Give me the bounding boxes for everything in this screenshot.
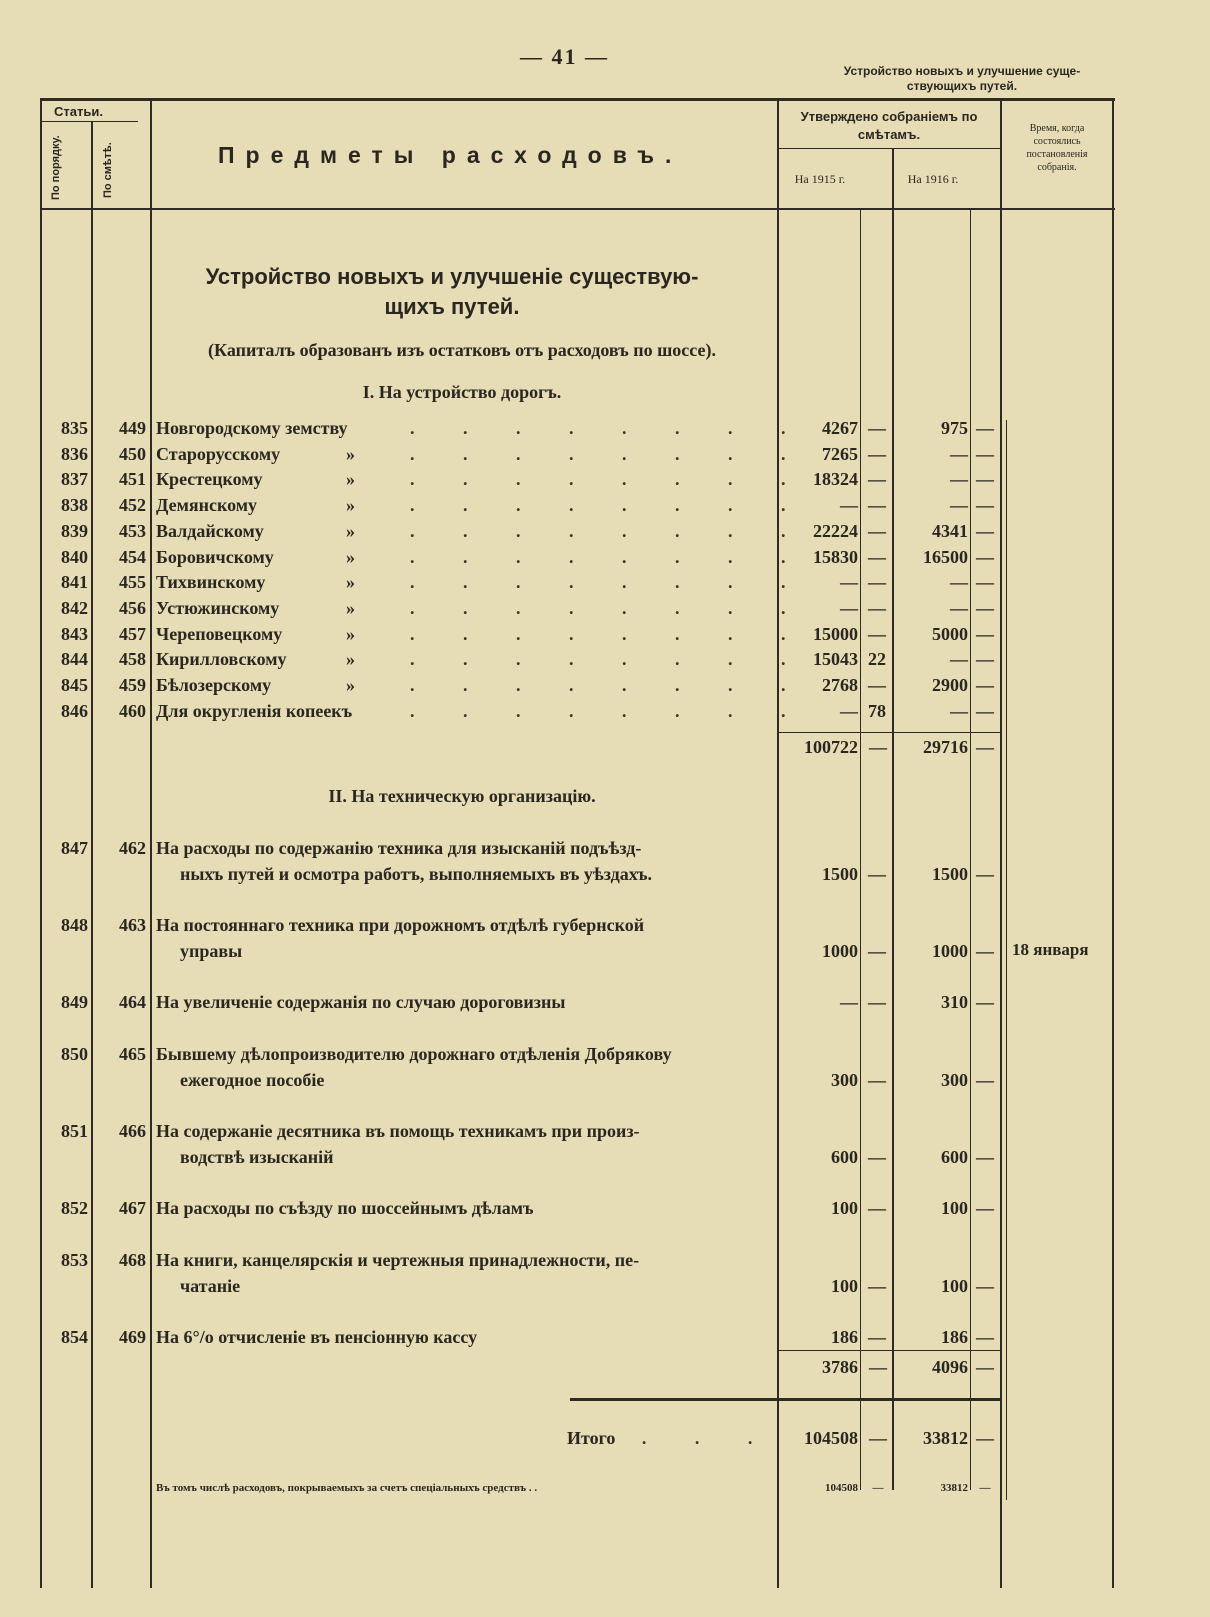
table-top-border: [40, 98, 1115, 101]
total-1915: 100722: [804, 737, 858, 757]
row-1916: 1500: [932, 864, 968, 884]
special-row: [0, 1482, 1210, 1508]
row-1916: 2900: [932, 675, 968, 695]
row-ditto: »: [346, 572, 355, 593]
table-row: [0, 624, 1210, 650]
row-1915: 15043: [813, 649, 858, 670]
row-description: Кирилловскому: [156, 649, 287, 670]
itogo-label: Итого . . .: [567, 1428, 775, 1448]
row-1915: —: [840, 992, 858, 1012]
table-row: [0, 675, 1210, 701]
row-1916-kop: —: [976, 675, 994, 695]
row-1916-kop: —: [976, 1198, 994, 1218]
table-row: [0, 701, 1210, 727]
row-smeta: 465: [119, 1044, 146, 1064]
utverzhdeno-rule: [778, 148, 1000, 149]
row-description-line1: На содержаніе десятника въ помощь техникамъ при произ-: [156, 1121, 640, 1141]
table-row: [0, 1250, 1210, 1296]
row-1915-kop: —: [868, 572, 886, 593]
row-description-line2: [180, 941, 242, 962]
row-1915-kop: —: [868, 495, 886, 516]
table-row: [0, 495, 1210, 521]
row-1916: —: [950, 572, 968, 593]
page-number: — 41 —: [520, 44, 609, 69]
row-description: Тихвинскому: [156, 572, 266, 593]
row-smeta: 459: [119, 675, 146, 695]
subtotal-rule: [778, 732, 1000, 733]
table-row: [0, 547, 1210, 573]
row-ditto: »: [346, 495, 355, 516]
row-number: 843: [61, 623, 88, 644]
table-row: [0, 521, 1210, 547]
row-1916-kop: —: [976, 1327, 994, 1347]
row-1916: —: [950, 443, 968, 464]
running-head-line: Устройство новыхъ и улучшение суще-: [843, 64, 1081, 78]
row-1916-kop: —: [976, 649, 994, 670]
row-ditto: »: [346, 597, 355, 618]
row-1916-kop: —: [976, 992, 994, 1012]
row-1916: 16500: [923, 546, 968, 567]
part1-total-row: [0, 737, 1210, 763]
row-smeta: 460: [119, 700, 146, 721]
special-1915-kop: —: [872, 1482, 884, 1494]
leader-dots: . . . . . . . .: [410, 649, 808, 670]
row-description-line2: [180, 1070, 324, 1091]
row-smeta: 451: [119, 469, 146, 490]
row-1915: —: [840, 597, 858, 618]
table-row: [0, 992, 1210, 1018]
row-description-line2-text: водствѣ изысканій: [180, 1147, 334, 1167]
special-label-text: Въ томъ числѣ расходовъ, покрываемыхъ за счетъ спеціальныхъ средствъ: [156, 1482, 527, 1494]
row-smeta: 467: [119, 1198, 146, 1218]
itogo-row: [0, 1428, 1210, 1454]
row-1915: 15000: [813, 623, 858, 644]
itogo-rule: [570, 1398, 1000, 1401]
row-1916-kop: —: [976, 443, 994, 464]
table-row: [0, 649, 1210, 675]
row-description-line2-text: управы: [180, 941, 243, 961]
row-1915: —: [840, 572, 858, 593]
header-bottom-border: [40, 208, 1115, 210]
row-ditto: »: [346, 649, 355, 670]
row-1915: 1500: [822, 864, 858, 884]
special-1916: 33812: [940, 1482, 968, 1494]
row-1916: 186: [941, 1327, 968, 1347]
row-1916: —: [950, 597, 968, 618]
leader-dots: . . . . . . . .: [410, 520, 808, 541]
section-title: [152, 262, 752, 322]
row-1916-kop: —: [976, 418, 994, 438]
row-1915-kop: —: [868, 1147, 886, 1167]
row-description-line2-text: чатаніе: [180, 1276, 241, 1296]
row-1916: 975: [941, 418, 968, 438]
row-smeta: 462: [119, 838, 146, 858]
row-1916: 1000: [932, 941, 968, 961]
row-1915-kop: —: [868, 941, 886, 961]
header-1916: На 1916 г.: [907, 172, 959, 186]
table-row: [0, 1198, 1210, 1224]
row-1915: 4267: [822, 418, 858, 438]
row-1915-kop: —: [868, 546, 886, 567]
row-description-line2-text: ежегодное пособіе: [180, 1070, 325, 1090]
row-smeta: 454: [119, 546, 146, 567]
leader-dots: . . . . . . . .: [410, 469, 808, 490]
table-row: [0, 1121, 1210, 1167]
itogo-1915: 104508: [804, 1428, 858, 1448]
date-note: 18 января: [1012, 940, 1089, 959]
stati-rule: [40, 121, 138, 122]
row-1916-kop: —: [976, 623, 994, 644]
row-ditto: »: [346, 443, 355, 464]
leader-dots: . . . . . . . .: [410, 572, 808, 593]
row-description-line1: На расходы по содержанію техника для изысканій подъѣзд-: [156, 838, 642, 858]
leader-dots: . . . . . . . .: [410, 546, 808, 567]
row-1915: 7265: [822, 443, 858, 464]
part2-title: II. На техническую организацію.: [328, 786, 596, 806]
leader-dots: . . . . . . . .: [410, 623, 808, 644]
row-description-line1: Бывшему дѣлопроизводителю дорожнаго отдѣленія Добрякову: [156, 1044, 672, 1064]
row-number: 847: [61, 838, 88, 858]
header-stati: Статьи.: [54, 104, 103, 119]
row-smeta: 456: [119, 597, 146, 618]
row-1915: 600: [831, 1147, 858, 1167]
row-1915: 100: [831, 1276, 858, 1296]
row-1915-kop: —: [868, 520, 886, 541]
row-1916-kop: —: [976, 546, 994, 567]
capital-note: (Капиталъ образованъ изъ остатковъ отъ расходовъ по шоссе).: [208, 340, 716, 360]
running-head-line: ствующихъ путей.: [906, 79, 1018, 93]
row-number: 845: [61, 675, 88, 695]
row-number: 846: [61, 700, 88, 721]
row-number: 836: [61, 443, 88, 464]
row-1916: —: [950, 469, 968, 490]
row-1915-kop: —: [868, 1276, 886, 1296]
row-smeta: 452: [119, 495, 146, 516]
row-smeta: 458: [119, 649, 146, 670]
row-smeta: 466: [119, 1121, 146, 1141]
row-1915: 22224: [813, 520, 858, 541]
row-1915-kop: —: [868, 443, 886, 464]
header-po-smete: По смѣтѣ.: [102, 142, 114, 198]
row-description-line2-text: ныхъ путей и осмотра работъ, выполняемыхъ въ уѣздахъ.: [180, 864, 653, 884]
row-1915: —: [840, 495, 858, 516]
row-number: 854: [61, 1327, 88, 1347]
row-ditto: »: [346, 546, 355, 567]
row-smeta: 457: [119, 623, 146, 644]
row-number: 852: [61, 1198, 88, 1218]
row-1915: 1000: [822, 941, 858, 961]
row-description: Крестецкому: [156, 469, 263, 490]
row-ditto: »: [346, 623, 355, 644]
row-1915-kop: —: [868, 992, 886, 1012]
row-1915: 300: [831, 1070, 858, 1090]
row-number: 850: [61, 1044, 88, 1064]
row-1916: —: [950, 495, 968, 516]
section-title-line: Устройство новыхъ и улучшеніе существую-: [205, 264, 699, 289]
row-smeta: 449: [119, 418, 146, 438]
leader-dots: . . . . . . . .: [410, 597, 808, 618]
row-1915-kop: —: [868, 418, 886, 438]
row-1916: 4341: [932, 520, 968, 541]
row-number: 838: [61, 495, 88, 516]
row-description-line2: [180, 1276, 240, 1297]
total-1916-kop: —: [976, 737, 994, 757]
row-1916: —: [950, 649, 968, 670]
row-1916: 5000: [932, 623, 968, 644]
header-1915: На 1915 г.: [794, 172, 846, 186]
header-vremya: Время, когда состоялись постановленія собранія.: [1026, 123, 1088, 173]
row-description: Новгородскому земству: [156, 418, 348, 438]
row-1915: 18324: [813, 469, 858, 490]
row-smeta: 469: [119, 1327, 146, 1347]
row-number: 853: [61, 1250, 88, 1270]
row-1916-kop: —: [976, 864, 994, 884]
section-title-line: щихъ путей.: [384, 294, 520, 319]
leader-dots: . . . . . . . .: [410, 675, 808, 695]
row-1916: 100: [941, 1276, 968, 1296]
row-1916-kop: —: [976, 572, 994, 593]
row-description: Бѣлозерскому: [156, 675, 272, 695]
row-number: 837: [61, 469, 88, 490]
table-row: [0, 598, 1210, 624]
row-description: Боровичскому: [156, 546, 274, 567]
row-smeta: 450: [119, 443, 146, 464]
subtotal-rule: [778, 1350, 1000, 1351]
header-utverzhdeno: Утверждено собраніемъ по смѣтамъ.: [800, 109, 978, 142]
row-number: 849: [61, 992, 88, 1012]
row-1915-kop: —: [868, 1327, 886, 1347]
row-number: 844: [61, 649, 88, 670]
row-description: Устюжинскому: [156, 597, 280, 618]
header-po-poryadku: По порядку.: [50, 135, 62, 200]
row-1915: 2768: [822, 675, 858, 695]
row-1916-kop: —: [976, 941, 994, 961]
row-description-line2: [180, 1147, 334, 1168]
row-description-line1: На книги, канцелярскія и чертежныя принадлежности, пе-: [156, 1250, 640, 1270]
row-1915-kop: —: [868, 675, 886, 695]
row-1916: 300: [941, 1070, 968, 1090]
row-description-line1: На постояннаго техника при дорожномъ отдѣлѣ губернской: [156, 915, 645, 935]
row-smeta: 464: [119, 992, 146, 1012]
row-1915-kop: —: [868, 623, 886, 644]
total-1916: 29716: [923, 737, 968, 757]
special-label: Въ томъ числѣ расходовъ, покрываемыхъ за счетъ спеціальныхъ средствъ . .: [156, 1482, 538, 1494]
table-row: [0, 1327, 1210, 1353]
row-number: 840: [61, 546, 88, 567]
row-1916: 310: [941, 992, 968, 1012]
row-description-line1: На 6°/о отчисленіе въ пенсіонную кассу: [156, 1327, 478, 1347]
table-row: [0, 418, 1210, 444]
row-number: 848: [61, 915, 88, 935]
row-number: 841: [61, 572, 88, 593]
row-1915-kop: 22: [868, 649, 886, 670]
row-1915-kop: —: [868, 1198, 886, 1218]
row-description: Старорусскому: [156, 443, 281, 464]
row-smeta: 463: [119, 915, 146, 935]
running-head: [812, 64, 1112, 94]
row-smeta: 468: [119, 1250, 146, 1270]
row-1915: 100: [831, 1198, 858, 1218]
table-row: [0, 1044, 1210, 1090]
special-1916-kop: —: [979, 1482, 991, 1494]
row-1916: 600: [941, 1147, 968, 1167]
row-1916-kop: —: [976, 469, 994, 490]
row-description-line1: На расходы по съѣзду по шоссейнымъ дѣламъ: [156, 1198, 534, 1218]
row-smeta: 455: [119, 572, 146, 593]
row-1916-kop: —: [976, 520, 994, 541]
total-1915-kop: —: [869, 1357, 887, 1377]
row-1916-kop: —: [976, 495, 994, 516]
row-description: Демянскому: [156, 495, 258, 516]
leader-dots: . . . . . . . .: [410, 700, 808, 721]
row-1915: 186: [831, 1327, 858, 1347]
row-number: 839: [61, 520, 88, 541]
itogo-label-text: Итого: [567, 1428, 616, 1448]
leader-dots: . . . . . . . .: [410, 418, 808, 438]
row-1916-kop: —: [976, 1147, 994, 1167]
row-number: 835: [61, 418, 88, 438]
special-1915: 104508: [825, 1482, 858, 1494]
table-row: [0, 572, 1210, 598]
itogo-1916: 33812: [923, 1428, 968, 1448]
row-1916: —: [950, 700, 968, 721]
row-1915-kop: —: [868, 469, 886, 490]
row-description-line2: [180, 864, 652, 885]
table-row: [0, 469, 1210, 495]
row-number: 851: [61, 1121, 88, 1141]
row-smeta: 453: [119, 520, 146, 541]
table-row: [0, 838, 1210, 884]
row-1916: 100: [941, 1198, 968, 1218]
row-1916-kop: —: [976, 597, 994, 618]
total-1915: 3786: [822, 1357, 858, 1377]
part2-total-row: [0, 1357, 1210, 1383]
leader-dots: . . . . . . . .: [410, 495, 808, 516]
row-description-line1: На увеличеніе содержанія по случаю дороговизны: [156, 992, 566, 1012]
row-1915-kop: —: [868, 864, 886, 884]
total-1916: 4096: [932, 1357, 968, 1377]
row-number: 842: [61, 597, 88, 618]
row-1916-kop: —: [976, 1070, 994, 1090]
itogo-1916-kop: —: [976, 1428, 994, 1448]
part1-title: I. На устройство дорогъ.: [362, 382, 562, 402]
table-row: [0, 444, 1210, 470]
row-1915: 15830: [813, 546, 858, 567]
row-1916-kop: —: [976, 1276, 994, 1296]
leader-dots: . . . . . . . .: [410, 443, 808, 464]
row-1916-kop: —: [976, 700, 994, 721]
row-1915-kop: —: [868, 1070, 886, 1090]
row-ditto: »: [346, 520, 355, 541]
row-description: Череповецкому: [156, 623, 283, 644]
total-1915-kop: —: [869, 737, 887, 757]
row-description: Валдайскому: [156, 520, 264, 541]
row-ditto: »: [346, 675, 355, 695]
header-predmety: Предметы расходовъ.: [218, 142, 683, 168]
row-1915: —: [840, 700, 858, 721]
row-1915-kop: 78: [868, 700, 886, 721]
row-ditto: »: [346, 469, 355, 490]
total-1916-kop: —: [976, 1357, 994, 1377]
itogo-1915-kop: —: [869, 1428, 887, 1448]
row-1915-kop: —: [868, 597, 886, 618]
row-description: Для округленія копеекъ: [156, 700, 353, 721]
